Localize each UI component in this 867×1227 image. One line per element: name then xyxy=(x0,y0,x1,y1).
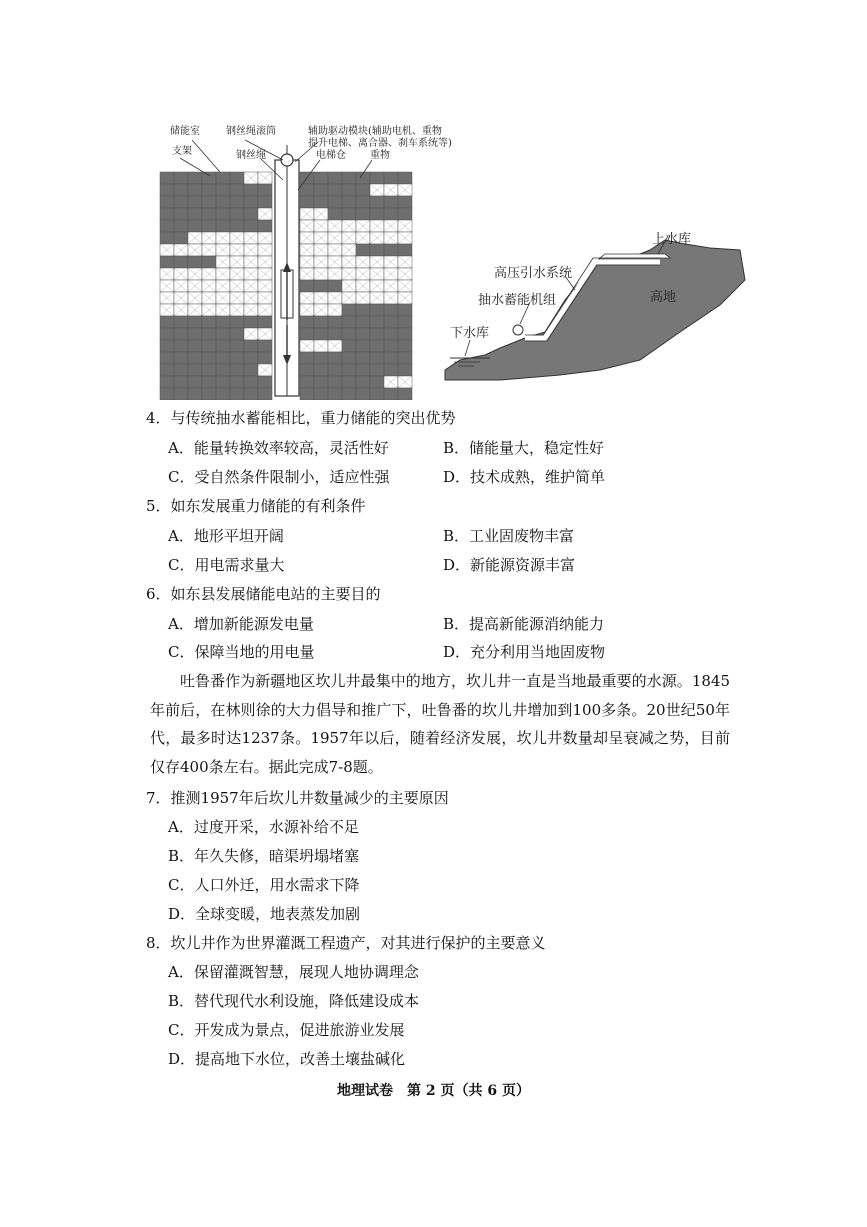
passage-text: 吐鲁番作为新疆地区坎儿井最集中的地方，坎儿井一直是当地最重要的水源。1845年前后，在林则徐的大力倡导和推广下，吐鲁番的坎儿井增加到100多条。20世纪50年代，最多时达1237条。1957年以后，随着经济发展，坎儿井数量却呈衰减之势，目前仅存400条左右。据此完成7-8题。 xyxy=(150,672,730,776)
label-weight: 重物 xyxy=(370,150,390,161)
question-8-stem: 8．坎儿井作为世界灌溉工程遗产，对其进行保护的主要意义 xyxy=(146,934,546,952)
question-7-option-d: D．全球变暖，地表蒸发加剧 xyxy=(168,905,361,923)
question-5-stem: 5．如东发展重力储能的有利条件 xyxy=(146,497,366,515)
upper-reservoir-water xyxy=(600,254,670,258)
question-5-option-c: C．用电需求量大 xyxy=(168,556,285,574)
label-bracket: 支架 xyxy=(172,146,192,157)
question-8-option-a: A．保留灌溉智慧，展现人地协调理念 xyxy=(168,963,419,981)
question-6-option-a: A．增加新能源发电量 xyxy=(168,615,314,633)
label-wire-rope: 钢丝绳 xyxy=(236,150,266,161)
label-lower-reservoir: 下水库 xyxy=(450,326,490,341)
label-upper-reservoir: 上水库 xyxy=(652,232,692,247)
question-6-option-b: B．提高新能源消纳能力 xyxy=(443,615,605,633)
storage-grid-left xyxy=(160,172,272,400)
question-8-option-d: D．提高地下水位，改善土壤盐碱化 xyxy=(168,1050,406,1068)
label-aux-module-2: 提升电梯、离合器、刹车系统等) xyxy=(308,138,452,149)
question-4-option-d: D．技术成熟，维护简单 xyxy=(443,468,606,486)
question-6-stem: 6．如东县发展储能电站的主要目的 xyxy=(146,585,381,603)
question-8-option-c: C．开发成为景点，促进旅游业发展 xyxy=(168,1021,405,1039)
question-8-option-b: B．替代现代水利设施，降低建设成本 xyxy=(168,992,420,1010)
question-7-option-b: B．年久失修，暗渠坍塌堵塞 xyxy=(168,847,360,865)
question-6-option-c: C．保障当地的用电量 xyxy=(168,643,315,661)
question-7-stem: 7．推测1957年后坎儿井数量减少的主要原因 xyxy=(146,789,449,807)
label-elevator-cabin: 电梯仓 xyxy=(316,150,346,161)
question-5-option-a: A．地形平坦开阔 xyxy=(168,527,284,545)
label-drum: 钢丝绳滚筒 xyxy=(226,126,276,137)
storage-grid-right xyxy=(300,172,412,400)
question-6-option-d: D．充分利用当地固废物 xyxy=(443,643,606,661)
question-4-option-a: A．能量转换效率较高，灵活性好 xyxy=(168,439,389,457)
question-5-option-d: D．新能源资源丰富 xyxy=(443,556,576,574)
label-aux-module-1: 辅助驱动模块(辅助电机、重物 xyxy=(308,126,442,137)
question-4-stem: 4．与传统抽水蓄能相比，重力储能的突出优势 xyxy=(146,409,456,427)
label-storage-room: 储能室 xyxy=(170,126,200,137)
question-4-option-c: C．受自然条件限制小，适应性强 xyxy=(168,468,390,486)
question-4-option-b: B．储能量大，稳定性好 xyxy=(443,439,605,457)
question-5-option-b: B．工业固废物丰富 xyxy=(443,527,575,545)
label-pump-unit: 抽水蓄能机组 xyxy=(478,293,557,308)
pump-unit-icon xyxy=(513,325,523,335)
page-footer: 地理试卷 第 2 页（共 6 页） xyxy=(337,1083,530,1099)
question-7-option-a: A．过度开采，水源补给不足 xyxy=(168,818,359,836)
label-high-pressure-system: 高压引水系统 xyxy=(494,266,573,281)
label-highland: 高地 xyxy=(650,290,677,305)
gravity-storage-diagram xyxy=(150,120,430,400)
question-7-option-c: C．人口外迁，用水需求下降 xyxy=(168,876,360,894)
